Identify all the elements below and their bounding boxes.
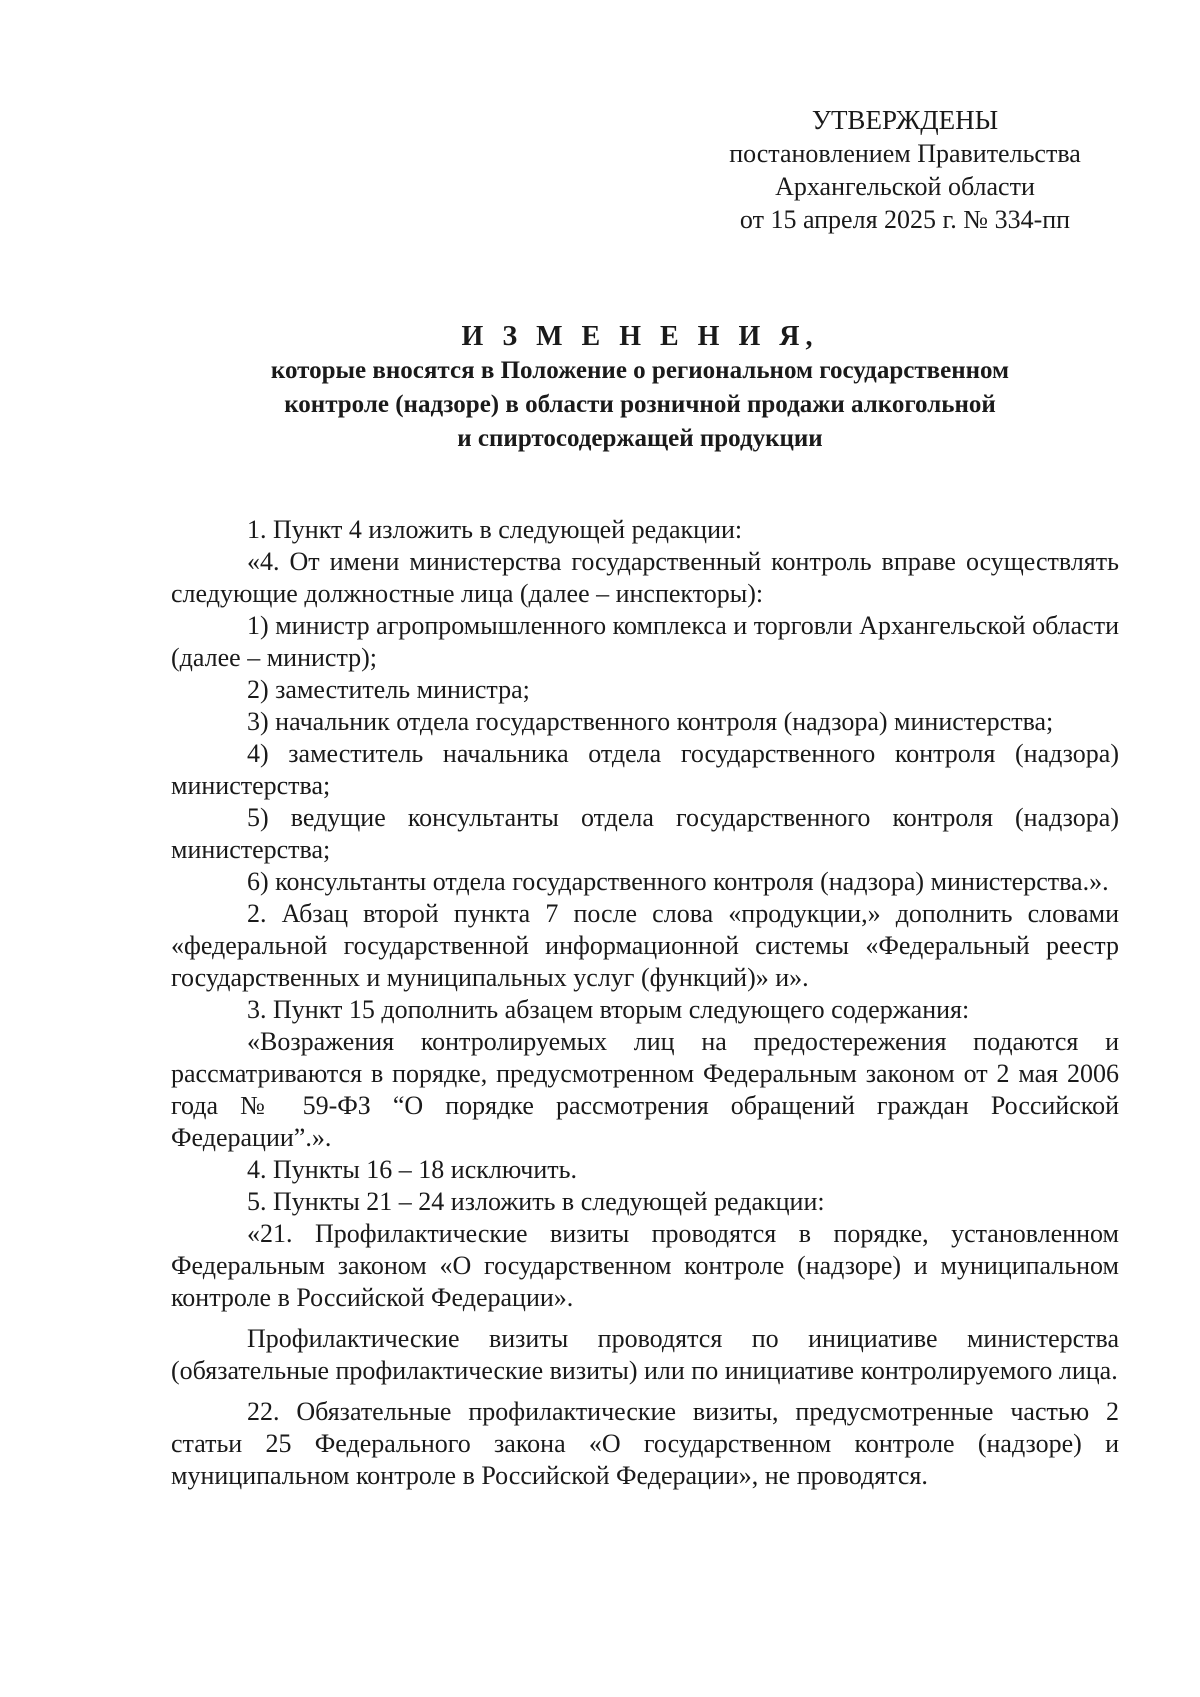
document-body — [171, 514, 1119, 1492]
approval-block — [700, 104, 1110, 236]
title-subline-2: контроле (надзоре) в области розничной продажи алкогольной — [284, 391, 996, 418]
paragraph-official-6: 6) консультанты отдела государственного контроля (надзора) министерства.». — [247, 867, 1109, 896]
paragraph-item-2: 2. Абзац второй пункта 7 после слова «продукции,» дополнить словами «федеральной государственной информационной системы «Федеральный реестр государственных и муниципальных услуг (функций)» и». — [171, 899, 1119, 992]
paragraph-official-5: 5) ведущие консультанты отдела государственного контроля (надзора) министерства; — [171, 803, 1119, 864]
approval-decree-line: постановлением Правительства — [729, 139, 1081, 168]
approval-date-number-line: от 15 апреля 2025 г. № 334-пп — [739, 205, 1071, 234]
paragraph-point-21: «21. Профилактические визиты проводятся в порядке, установленном Федеральным законом «О государственном контроле (надзоре) и муниципальном контроле в Российской Федерации». — [171, 1219, 1119, 1312]
paragraph-item-5: 5. Пункты 21 – 24 изложить в следующей редакции: — [247, 1187, 825, 1216]
paragraph-official-2: 2) заместитель министра; — [247, 675, 530, 704]
paragraph-item-1: 1. Пункт 4 изложить в следующей редакции: — [247, 515, 743, 544]
paragraph-objections-text: «Возражения контролируемых лиц на предостережения подаются и рассматриваются в порядке, предусмотренном Федеральным законом от 2 мая 2006 года № 59-ФЗ “О порядке рассмотрения обращений граждан Российской Федерации”.». — [171, 1027, 1119, 1152]
paragraph-point-4-text: «4. От имени министерства государственный контроль вправе осуществлять следующие должностные лица (далее – инспекторы): — [171, 547, 1119, 608]
title-heading: И З М Е Н Е Н И Я, — [461, 321, 819, 352]
approval-region-line: Архангельской области — [775, 172, 1035, 201]
paragraph-official-1: 1) министр агропромышленного комплекса и торговли Архангельской области (далее – министр); — [171, 611, 1119, 672]
paragraph-item-3: 3. Пункт 15 дополнить абзацем вторым следующего содержания: — [247, 995, 970, 1024]
paragraph-point-21-initiative: Профилактические визиты проводятся по инициативе министерства (обязательные профилактические визиты) или по инициативе контролируемого лица. — [171, 1324, 1119, 1385]
paragraph-item-4: 4. Пункты 16 – 18 исключить. — [247, 1155, 578, 1184]
paragraph-official-3: 3) начальник отдела государственного контроля (надзора) министерства; — [247, 707, 1054, 736]
paragraph-point-22: 22. Обязательные профилактические визиты, предусмотренные частью 2 статьи 25 Федерального закона «О государственном контроле (надзоре) и муниципальном контроле в Российской Федерации», не проводятся. — [171, 1397, 1119, 1490]
paragraph-official-4: 4) заместитель начальника отдела государственного контроля (надзора) министерства; — [171, 739, 1119, 800]
approval-heading: УТВЕРЖДЕНЫ — [811, 105, 999, 135]
title-subline-3: и спиртосодержащей продукции — [457, 425, 823, 452]
title-subline-1: которые вносятся в Положение о региональном государственном — [270, 357, 1010, 384]
document-title — [160, 320, 1120, 456]
